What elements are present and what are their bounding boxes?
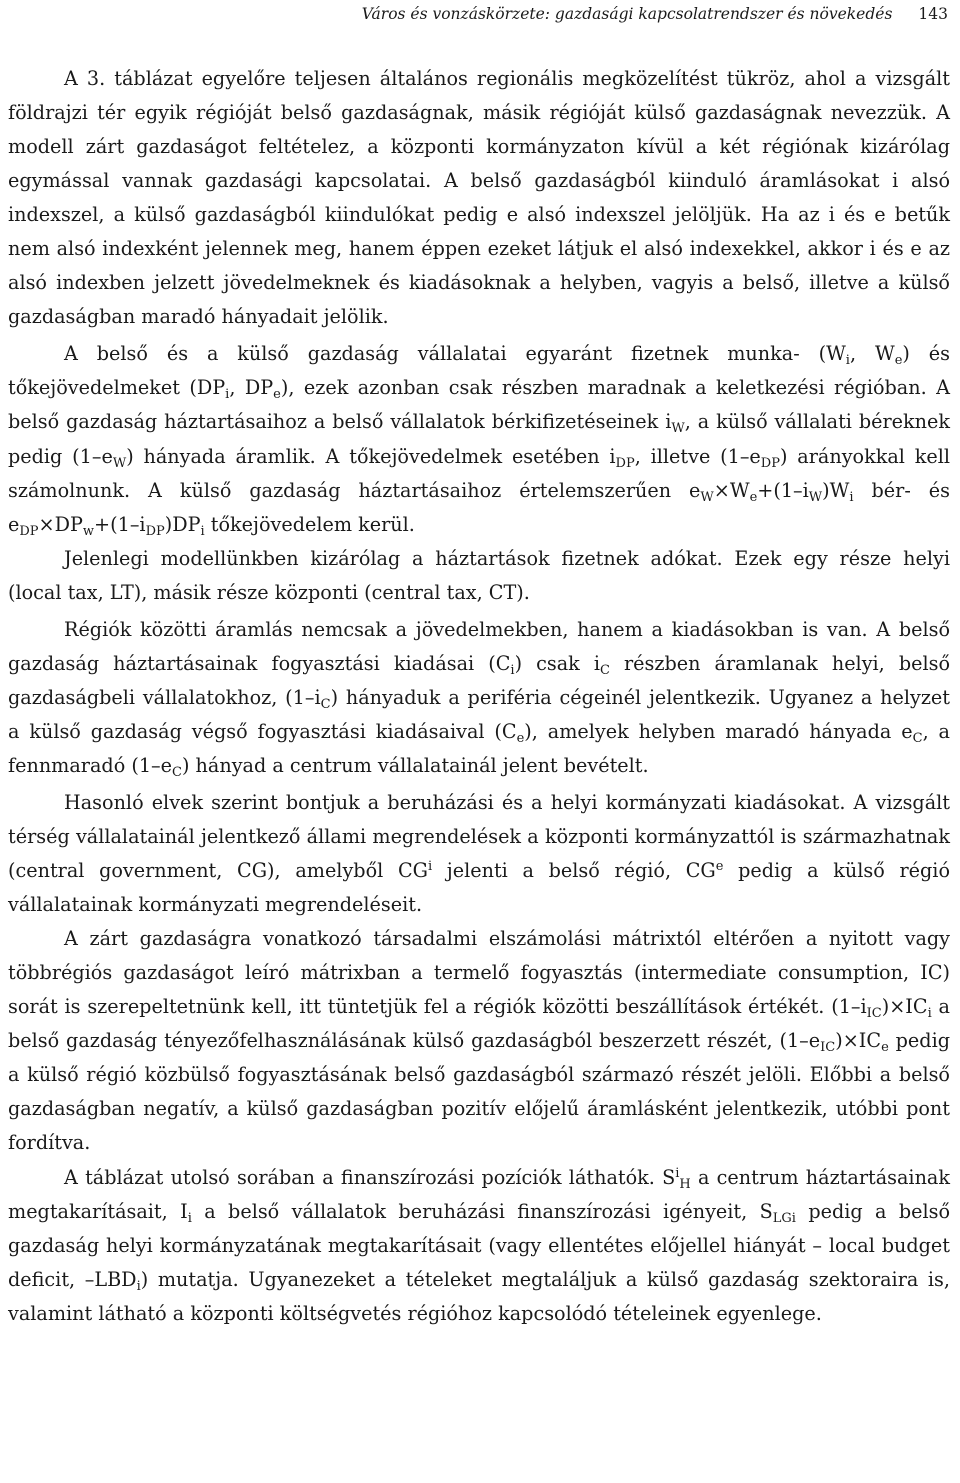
- paragraph-2: A belső és a külső gazdaság vállalatai egyaránt fizetnek munka- ($W_i$, $W_e$) és tőkejövedelmeket ($DP_i$, $DP_e$), ezek azonban csak részben maradnak a keletkezési régióban. A belső gazdaság háztartásaihoz a belső vállalatok bérkifizetéseinek $i_W$, a külső vállalati béreknek pedig $(1-e_W)$ hányada áramlik. A tőkejövedelmek esetében $i_{DP}$, illetve $(1-e_{DP})$ arányokkal kell számolnunk. A külső gazdaság háztartásaihoz értelemszerűen $e_W\times W_e+(1-i_W)W_i$ bér- és $e_{DP}\times DP_w+(1-i_{DP})DP_i$ tőkejövedelem kerül.: [8, 342, 950, 539]
- body-text: [8, 62, 950, 1331]
- paragraph-5: Hasonló elvek szerint bontjuk a beruházási és a helyi kormányzati kiadásokat. A vizsgált térség vállalatainál jelentkező állami megrendelések a központi kormányzattól is származhatnak (central government, CG), amelyből $CG^i$ jelenti a belső régió, $CG^e$ pedig a külső régió vállalatainak kormányzati megrendeléseit.: [8, 790, 950, 917]
- paragraph-6: A zárt gazdaságra vonatkozó társadalmi elszámolási mátrixtól eltérően a nyitott vagy többrégiós gazdaságot leíró mátrixban a termelő fogyasztás (intermediate consumption, IC) sorát is szerepeltetnünk kell, itt tüntetjük fel a régiók közötti beszállítások értékét. $(1-i_{IC})\times IC_i$ a belső gazdaság tényezőfelhasználásának külső gazdaságból beszerzett részét, $(1-e_{IC})\times IC_e$ pedig a külső régió közbülső fogyasztásának belső gazdaságból származó részét jelöli. Előbbi a belső gazdaságban negatív, a külső gazdaságban pozitív előjelű áramlásként jelentkezik, utóbbi pont fordítva.: [8, 927, 950, 1155]
- paragraph-7: A táblázat utolsó sorában a finanszírozási pozíciók láthatók. $S^i_H$ a centrum háztartásainak megtakarításait, $I_i$ a belső vállalatok beruházási finanszírozási igényeit, $S_{LGi}$ pedig a belső gazdaság helyi kormányzatának megtakarításait (vagy ellentétes előjellel hiányát – local budget deficit, $-LBD_i$) mutatja. Ugyanezeket a tételeket megtaláljuk a külső gazdaság szektoraira is, valamint látható a központi költségvetés régióhoz kapcsolódó tételeinek egyenlege.: [8, 1165, 951, 1325]
- running-header: [362, 5, 948, 23]
- paragraph-1: A 3. táblázat egyelőre teljesen általános regionális megközelítést tükröz, ahol a vizsgált földrajzi tér egyik régióját belső gazdaságnak, másik régióját külső gazdaságnak nevezzük. A modell zárt gazdaságot feltételez, a központi kormányzaton kívül a két régiónak kizárólag egymással vannak gazdasági kapcsolatai. A belső gazdaságból kiinduló áramlásokat i alsó indexszel, a külső gazdaságból kiindulókat pedig e alsó indexszel jelöljük. Ha az i és e betűk nem alsó indexként jelennek meg, hanem éppen ezeket látjuk el alsó indexekkel, akkor i és e az alsó indexben jelzett jövedelmeknek és kiadásoknak a helyben, vagyis a belső, illetve a külső gazdaságban maradó hányadait jelölik.: [8, 67, 950, 329]
- running-header-title: Város és vonzáskörzete: gazdasági kapcsolatrendszer és növekedés: [361, 5, 893, 23]
- paragraph-4: Régiók közötti áramlás nemcsak a jövedelmekben, hanem a kiadásokban is van. A belső gazdaság háztartásainak fogyasztási kiadásai $(C_i)$ csak $i_C$ részben áramlanak helyi, belső gazdaságbeli vállalatokhoz, $(1-i_C)$ hányaduk a periféria cégeinél jelentkezik. Ugyanez a helyzet a külső gazdaság végső fogyasztási kiadásaival $(C_e)$, amelyek helyben maradó hányada $e_C$, a fennmaradó $(1-e_C)$ hányad a centrum vállalatainál jelent bevételt.: [8, 617, 950, 780]
- paragraph-3: Jelenlegi modellünkben kizárólag a háztartások fizetnek adókat. Ezek egy része helyi (local tax, LT), másik része központi (central tax, CT).: [8, 546, 950, 604]
- book-page: [8, 0, 950, 1483]
- page-number: 143: [918, 5, 948, 23]
